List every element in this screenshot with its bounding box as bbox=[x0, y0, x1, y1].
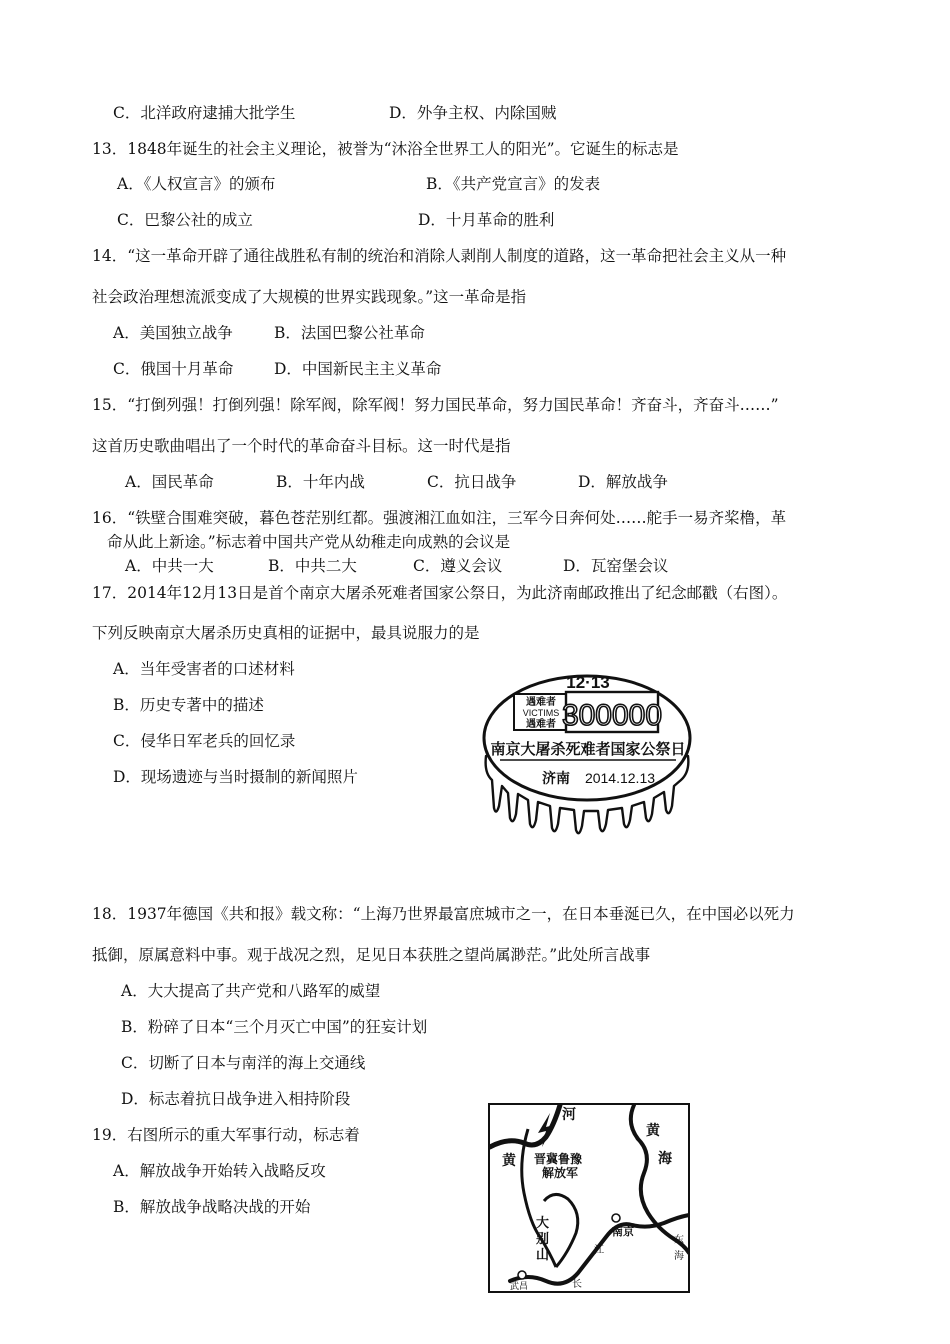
map-label-huang-left: 黄 bbox=[502, 1153, 516, 1169]
q17-option-a: A．当年受害者的口述材料 bbox=[113, 660, 295, 678]
q13-stem: 13．1848年诞生的社会主义理论，被誉为“沐浴全世界工人的阳光”。它诞生的标志是 bbox=[92, 140, 679, 158]
q18-option-c: C．切断了日本与南洋的海上交通线 bbox=[121, 1054, 366, 1072]
q12-option-c: C．北洋政府逮捕大批学生 bbox=[113, 104, 296, 122]
q18-stem-line1: 18．1937年德国《共和报》载文称：“上海乃世界最富庶城市之一，在日本垂涎已久，在中国必以死力 bbox=[92, 905, 795, 923]
q18-stem-line2: 抵御，原属意料中事。观于战况之烈，足见日本获胜之望尚属渺茫。”此处所言战事 bbox=[92, 946, 651, 964]
stamp-date-top: 12·13 bbox=[566, 673, 610, 692]
q16-option-a: A．中共一大 bbox=[125, 557, 214, 575]
map-label-dabie-3: 山 bbox=[536, 1248, 550, 1263]
q15-option-d: D．解放战争 bbox=[578, 473, 668, 491]
q16-option-b: B．中共二大 bbox=[268, 557, 357, 575]
map-label-chang: 长 bbox=[572, 1279, 582, 1290]
q16-stem-line1: 16．“铁壁合围难突破，暮色苍茫别红都。强渡湘江血如注，三军今日奔何处……舵手一易齐桨橹，革 bbox=[92, 509, 787, 527]
map-label-nanjing: 南京 bbox=[612, 1225, 634, 1238]
stamp-city: 济南 bbox=[542, 771, 570, 787]
stamp-label-en: VICTIMS bbox=[522, 708, 560, 718]
map-label-huang-sea: 黄 bbox=[646, 1123, 660, 1139]
stamp-label-cn2: 遇难者 bbox=[526, 719, 556, 730]
q18-option-d: D．标志着抗日战争进入相持阶段 bbox=[121, 1090, 351, 1108]
map-label-dabie-1: 大 bbox=[536, 1216, 550, 1231]
q17-option-c: C．侵华日军老兵的回忆录 bbox=[113, 732, 296, 750]
stamp-date: 2014.12.13 bbox=[584, 770, 656, 786]
q16-option-d: D．瓦窑堡会议 bbox=[563, 557, 669, 575]
q15-option-c: C．抗日战争 bbox=[427, 473, 517, 491]
q18-option-a: A．大大提高了共产党和八路军的威望 bbox=[121, 982, 381, 1000]
q14-option-b: B．法国巴黎公社革命 bbox=[274, 324, 425, 342]
q17-option-d: D．现场遗迹与当时摄制的新闻照片 bbox=[113, 768, 358, 786]
q15-stem-line2: 这首历史歌曲唱出了一个时代的革命奋斗目标。这一时代是指 bbox=[92, 437, 511, 455]
q19-stem: 19．右图所示的重大军事行动，标志着 bbox=[92, 1126, 360, 1144]
commemorative-postmark bbox=[478, 668, 698, 838]
map-label-dong: 东 bbox=[674, 1235, 684, 1246]
q17-stem-line1: 17．2014年12月13日是首个南京大屠杀死难者国家公祭日，为此济南邮政推出了纪念邮戳（右图）。 bbox=[92, 584, 788, 602]
q18-option-b: B．粉碎了日本“三个月灭亡中国”的狂妄计划 bbox=[121, 1018, 428, 1036]
map-label-wuchang: 武昌 bbox=[510, 1282, 529, 1292]
map-label-army-line2: 解放军 bbox=[542, 1166, 579, 1180]
q13-option-c: C．巴黎公社的成立 bbox=[117, 211, 253, 229]
stamp-title: 南京大屠杀死难者国家公祭日 bbox=[490, 740, 686, 758]
map-label-jiang: 江 bbox=[594, 1245, 604, 1256]
map-label-hai: 海 bbox=[674, 1251, 684, 1262]
q13-option-d: D．十月革命的胜利 bbox=[418, 211, 555, 229]
q14-option-a: A．美国独立战争 bbox=[113, 324, 233, 342]
q14-option-c: C．俄国十月革命 bbox=[113, 360, 234, 378]
q16-option-c: C．遵义会议 bbox=[413, 557, 503, 575]
q15-option-a: A．国民革命 bbox=[125, 473, 214, 491]
q15-stem-line1: 15．“打倒列强！打倒列强！除军阀，除军阀！努力国民革命，努力国民革命！齐奋斗，齐奋斗……” bbox=[92, 396, 779, 414]
q19-option-a: A．解放战争开始转入战略反攻 bbox=[113, 1162, 326, 1180]
q13-option-b: B．《共产党宣言》的发表 bbox=[426, 175, 601, 193]
q17-stem-line2: 下列反映南京大屠杀历史真相的证据中，最具说服力的是 bbox=[92, 624, 480, 642]
q14-option-d: D．中国新民主主义革命 bbox=[274, 360, 442, 378]
q19-option-b: B．解放战争战略决战的开始 bbox=[113, 1198, 311, 1216]
q16-stem-line2: 命从此上新途。”标志着中国共产党从幼稚走向成熟的会议是 bbox=[107, 533, 511, 551]
map-label-he: 河 bbox=[562, 1107, 576, 1123]
map-label-army-line1: 晋冀鲁豫 bbox=[534, 1152, 583, 1166]
stamp-number: 300000 bbox=[561, 699, 663, 732]
q13-option-a: A．《人权宣言》的颁布 bbox=[117, 175, 276, 193]
map-label-hai-sea: 海 bbox=[658, 1151, 672, 1167]
map-label-dabie-2: 别 bbox=[536, 1232, 550, 1247]
q12-option-d: D．外争主权、内除国贼 bbox=[389, 104, 557, 122]
q17-option-b: B．历史专著中的描述 bbox=[113, 696, 264, 714]
q15-option-b: B．十年内战 bbox=[276, 473, 365, 491]
military-operation-map bbox=[488, 1103, 690, 1293]
q14-stem-line2: 社会政治理想流派变成了大规模的世界实践现象。”这一革命是指 bbox=[92, 288, 527, 306]
q14-stem-line1: 14．“这一革命开辟了通往战胜私有制的统治和消除人剥削人制度的道路，这一革命把社会主义从一种 bbox=[92, 247, 787, 265]
stamp-label-cn1: 遇难者 bbox=[526, 697, 556, 708]
